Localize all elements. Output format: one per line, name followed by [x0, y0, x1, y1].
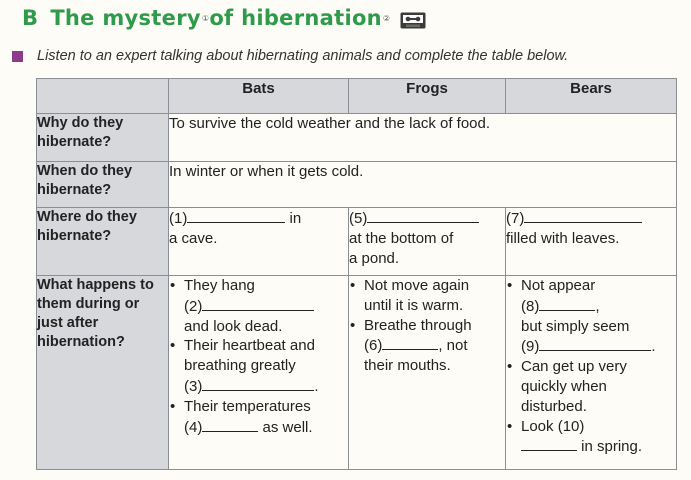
list-item: [169, 276, 348, 336]
bears-item3-line1: Look: [521, 417, 554, 435]
list-item: [349, 316, 505, 376]
table-row-when: [37, 162, 677, 208]
table-row-why: [37, 114, 677, 162]
frogs-item1-line1: • Not move again: [364, 277, 470, 294]
footnote-2: ②: [382, 13, 391, 23]
row-header-what: What happens to them during or just after hibernation?: [37, 276, 169, 470]
answer-blank-5[interactable]: [367, 208, 479, 223]
list-item: [169, 397, 348, 438]
hibernation-table: [36, 78, 677, 470]
bats-item2-line1: • Their heartbeat and: [184, 337, 315, 355]
answer-blank-9[interactable]: [539, 336, 651, 351]
bats-item1-line1: • They hang: [184, 277, 255, 294]
bears-item1-line3: but simply seem: [521, 317, 630, 335]
cell-what-bears: [506, 276, 677, 470]
bats-item3-after: as well.: [262, 418, 313, 436]
column-header-frogs: Frogs: [349, 79, 506, 114]
answer-when: In winter or when it gets cold.: [169, 162, 677, 208]
bears-item2-line2: quickly when: [521, 377, 607, 395]
frogs-item1-line2: until it is warm.: [364, 296, 464, 314]
row-header-when: When do they hibernate?: [37, 162, 169, 208]
bears-item2-line1: • Can get up very: [521, 358, 627, 376]
frogs-item2-after: , not: [438, 337, 468, 355]
bats-item2-line2: breathing greatly: [184, 357, 296, 375]
column-header-bears: Bears: [506, 79, 677, 114]
instruction-text: Listen to an expert talking about hibernating animals and complete the table below.: [37, 48, 569, 64]
blank-number-2: (2): [184, 297, 203, 315]
cell-where-frogs: [349, 208, 506, 276]
cell-what-frogs: [349, 276, 506, 470]
bears-item1-end: .: [651, 338, 656, 356]
answer-blank-10[interactable]: [521, 436, 577, 451]
blank-number-10: (10): [557, 417, 585, 435]
blank-number-6: (6): [364, 337, 383, 355]
title-part-1: The mystery: [50, 6, 201, 30]
bears-item1-line1: • Not appear: [521, 277, 596, 294]
bears-item3-after: in spring.: [581, 438, 643, 456]
where-frogs-line3: a pond.: [349, 249, 400, 267]
blank-number-4: (4): [184, 418, 203, 436]
answer-blank-6[interactable]: [382, 335, 438, 350]
section-letter: B: [22, 6, 39, 30]
answer-blank-8[interactable]: [539, 296, 595, 311]
where-frogs-line2: at the bottom of: [349, 229, 454, 247]
blank-number-8: (8): [521, 297, 540, 315]
blank-number-7: (7): [506, 210, 525, 227]
table-row-what: [37, 276, 677, 470]
blank-number-5: (5): [349, 210, 368, 227]
bats-item2-end: .: [314, 377, 319, 395]
answer-blank-2[interactable]: [202, 296, 314, 311]
instruction-line: [12, 48, 568, 64]
table-header-row: [37, 79, 677, 114]
blank-number-9: (9): [521, 338, 540, 356]
cassette-tape-icon: [400, 10, 426, 27]
footnote-1: ①: [201, 13, 210, 23]
list-item: [169, 336, 348, 396]
cell-where-bears: [506, 208, 677, 276]
frogs-item2-line3: their mouths.: [364, 357, 451, 375]
header-corner-cell: [37, 79, 169, 114]
table-row-where: [37, 208, 677, 276]
title-part-2: of hibernation: [209, 6, 382, 30]
blank-number-3: (3): [184, 377, 203, 395]
where-bats-after: in: [289, 210, 302, 227]
bats-item1-line3: and look dead.: [184, 317, 283, 335]
answer-blank-4[interactable]: [202, 417, 258, 432]
cell-what-bats: [169, 276, 349, 470]
frogs-item2-line1: • Breathe through: [364, 316, 472, 334]
purple-square-bullet: [12, 51, 23, 62]
row-header-why: Why do they hibernate?: [37, 114, 169, 162]
where-bats-line2: a cave.: [169, 229, 218, 247]
answer-blank-1[interactable]: [187, 208, 285, 223]
list-item: [506, 417, 676, 458]
bears-item1-after: ,: [595, 297, 600, 315]
bears-item2-line3: disturbed.: [521, 397, 587, 415]
blank-number-1: (1): [169, 210, 188, 227]
bats-item3-line1: • Their temperatures: [184, 397, 311, 415]
list-item: [506, 357, 676, 416]
answer-why: To survive the cold weather and the lack of food.: [169, 114, 677, 162]
cell-where-bats: [169, 208, 349, 276]
list-item: [349, 276, 505, 316]
where-bears-line2: filled with leaves.: [506, 229, 620, 247]
section-heading: [22, 4, 426, 32]
column-header-bats: Bats: [169, 79, 349, 114]
list-item: [506, 276, 676, 357]
answer-blank-7[interactable]: [524, 208, 642, 223]
row-header-where: Where do they hibernate?: [37, 208, 169, 276]
answer-blank-3[interactable]: [202, 376, 314, 391]
